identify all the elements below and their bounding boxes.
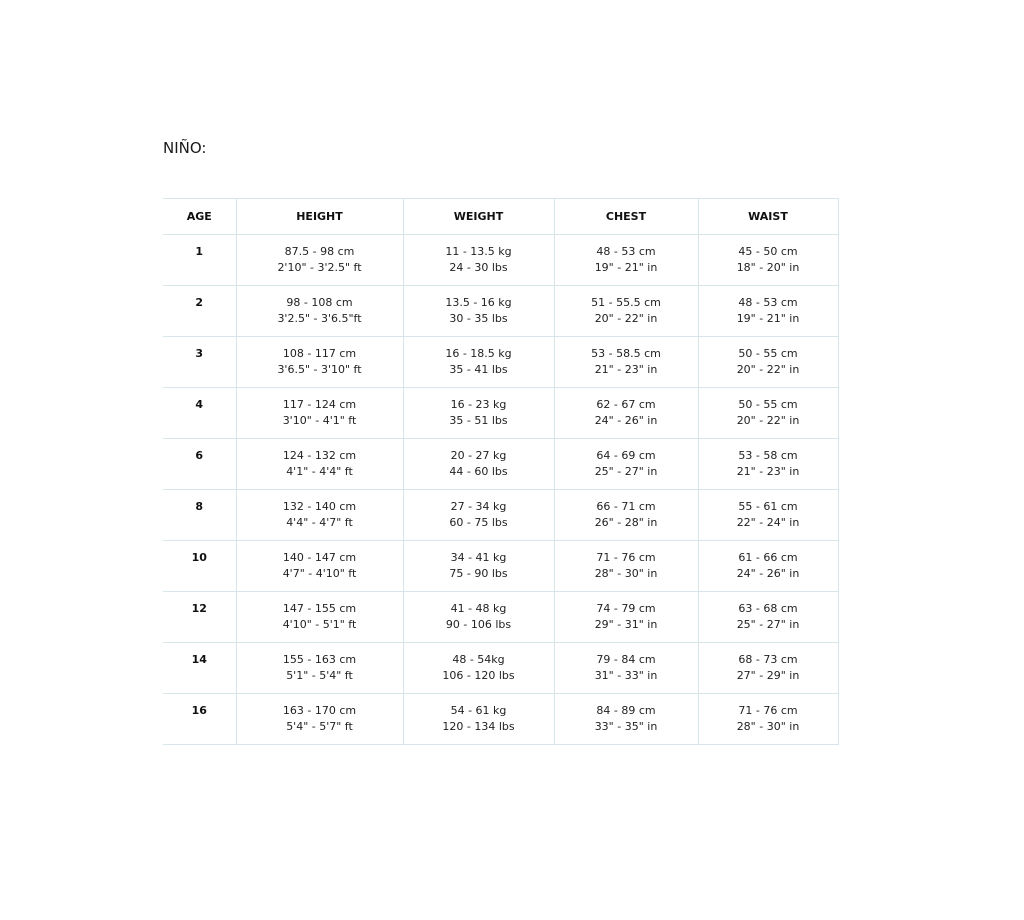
age-cell: 16 <box>163 694 236 745</box>
page-title: NIÑO: <box>163 139 207 157</box>
weight-cell <box>403 337 554 388</box>
chest-imperial: 20" - 22" in <box>594 312 658 325</box>
weight-cell <box>403 643 554 694</box>
weight-cell <box>403 694 554 745</box>
chest-metric: 74 - 79 cm <box>596 602 656 615</box>
weight-metric: 34 - 41 kg <box>450 551 507 564</box>
waist-imperial: 20" - 22" in <box>736 414 800 427</box>
waist-metric: 50 - 55 cm <box>738 398 798 411</box>
weight-cell <box>403 541 554 592</box>
waist-cell <box>698 490 838 541</box>
height-metric: 108 - 117 cm <box>282 347 357 360</box>
height-metric: 87.5 - 98 cm <box>284 245 355 258</box>
height-imperial: 4'10" - 5'1" ft <box>282 618 357 631</box>
weight-imperial: 44 - 60 lbs <box>449 465 508 478</box>
chest-cell <box>554 643 698 694</box>
chest-imperial: 26" - 28" in <box>594 516 658 529</box>
chest-imperial: 33" - 35" in <box>594 720 658 733</box>
age-cell: 10 <box>163 541 236 592</box>
height-cell <box>236 388 403 439</box>
table-header-row <box>163 199 838 235</box>
table-row <box>163 694 838 745</box>
header-height: HEIGHT <box>236 199 403 235</box>
chest-metric: 62 - 67 cm <box>596 398 656 411</box>
chest-imperial: 19" - 21" in <box>594 261 658 274</box>
table-row <box>163 490 838 541</box>
chest-metric: 84 - 89 cm <box>596 704 656 717</box>
height-imperial: 5'4" - 5'7" ft <box>286 720 353 733</box>
header-chest: CHEST <box>554 199 698 235</box>
age-cell: 12 <box>163 592 236 643</box>
height-metric: 140 - 147 cm <box>282 551 357 564</box>
waist-imperial: 25" - 27" in <box>736 618 800 631</box>
waist-cell <box>698 286 838 337</box>
height-metric: 117 - 124 cm <box>282 398 357 411</box>
height-cell <box>236 643 403 694</box>
chest-cell <box>554 235 698 286</box>
weight-metric: 27 - 34 kg <box>450 500 507 513</box>
waist-cell <box>698 541 838 592</box>
chest-cell <box>554 694 698 745</box>
waist-metric: 55 - 61 cm <box>738 500 798 513</box>
weight-imperial: 60 - 75 lbs <box>449 516 508 529</box>
weight-imperial: 35 - 41 lbs <box>449 363 508 376</box>
height-metric: 124 - 132 cm <box>282 449 357 462</box>
height-imperial: 4'4" - 4'7" ft <box>286 516 353 529</box>
weight-metric: 48 - 54kg <box>452 653 505 666</box>
height-cell <box>236 286 403 337</box>
waist-metric: 71 - 76 cm <box>738 704 798 717</box>
chest-imperial: 31" - 33" in <box>594 669 658 682</box>
table-row <box>163 337 838 388</box>
height-cell <box>236 592 403 643</box>
chest-metric: 66 - 71 cm <box>596 500 656 513</box>
table-row <box>163 592 838 643</box>
header-waist: WAIST <box>698 199 838 235</box>
waist-imperial: 19" - 21" in <box>736 312 800 325</box>
waist-cell <box>698 439 838 490</box>
chest-cell <box>554 337 698 388</box>
weight-imperial: 30 - 35 lbs <box>449 312 508 325</box>
table-row <box>163 235 838 286</box>
header-age: AGE <box>163 199 236 235</box>
weight-imperial: 90 - 106 lbs <box>445 618 512 631</box>
waist-metric: 53 - 58 cm <box>738 449 798 462</box>
waist-imperial: 24" - 26" in <box>736 567 800 580</box>
height-imperial: 3'2.5" - 3'6.5"ft <box>277 312 362 325</box>
waist-metric: 61 - 66 cm <box>738 551 798 564</box>
table-row <box>163 643 838 694</box>
height-cell <box>236 541 403 592</box>
waist-imperial: 21" - 23" in <box>736 465 800 478</box>
age-cell: 1 <box>163 235 236 286</box>
header-weight: WEIGHT <box>403 199 554 235</box>
age-cell: 3 <box>163 337 236 388</box>
size-chart-table <box>163 198 839 745</box>
chest-cell <box>554 592 698 643</box>
weight-imperial: 120 - 134 lbs <box>442 720 515 733</box>
waist-metric: 50 - 55 cm <box>738 347 798 360</box>
table-row <box>163 541 838 592</box>
chest-cell <box>554 439 698 490</box>
waist-metric: 68 - 73 cm <box>738 653 798 666</box>
waist-imperial: 27" - 29" in <box>736 669 800 682</box>
waist-imperial: 28" - 30" in <box>736 720 800 733</box>
chest-imperial: 29" - 31" in <box>594 618 658 631</box>
waist-metric: 45 - 50 cm <box>738 245 798 258</box>
weight-imperial: 24 - 30 lbs <box>449 261 508 274</box>
height-imperial: 4'1" - 4'4" ft <box>286 465 353 478</box>
table-row <box>163 439 838 490</box>
chest-imperial: 28" - 30" in <box>594 567 658 580</box>
waist-imperial: 22" - 24" in <box>736 516 800 529</box>
weight-cell <box>403 388 554 439</box>
waist-imperial: 18" - 20" in <box>736 261 800 274</box>
waist-metric: 63 - 68 cm <box>738 602 798 615</box>
weight-imperial: 35 - 51 lbs <box>449 414 508 427</box>
height-imperial: 3'6.5" - 3'10" ft <box>277 363 362 376</box>
height-metric: 163 - 170 cm <box>282 704 357 717</box>
waist-cell <box>698 388 838 439</box>
weight-cell <box>403 235 554 286</box>
height-metric: 147 - 155 cm <box>282 602 357 615</box>
chest-metric: 79 - 84 cm <box>596 653 656 666</box>
height-imperial: 2'10" - 3'2.5" ft <box>277 261 362 274</box>
waist-cell <box>698 643 838 694</box>
height-imperial: 5'1" - 5'4" ft <box>286 669 353 682</box>
chest-imperial: 24" - 26" in <box>594 414 658 427</box>
height-cell <box>236 490 403 541</box>
age-cell: 2 <box>163 286 236 337</box>
height-metric: 155 - 163 cm <box>282 653 357 666</box>
height-cell <box>236 337 403 388</box>
table-row <box>163 286 838 337</box>
age-cell: 6 <box>163 439 236 490</box>
waist-cell <box>698 592 838 643</box>
chest-imperial: 21" - 23" in <box>594 363 658 376</box>
age-cell: 4 <box>163 388 236 439</box>
table-body <box>163 235 838 745</box>
waist-imperial: 20" - 22" in <box>736 363 800 376</box>
chest-imperial: 25" - 27" in <box>594 465 658 478</box>
height-imperial: 4'7" - 4'10" ft <box>282 567 357 580</box>
waist-metric: 48 - 53 cm <box>738 296 798 309</box>
chest-metric: 48 - 53 cm <box>596 245 656 258</box>
weight-cell <box>403 286 554 337</box>
height-cell <box>236 694 403 745</box>
height-cell <box>236 235 403 286</box>
weight-cell <box>403 439 554 490</box>
weight-metric: 54 - 61 kg <box>450 704 507 717</box>
waist-cell <box>698 694 838 745</box>
weight-metric: 16 - 23 kg <box>450 398 507 411</box>
height-imperial: 3'10" - 4'1" ft <box>282 414 357 427</box>
chest-cell <box>554 286 698 337</box>
waist-cell <box>698 337 838 388</box>
age-cell: 14 <box>163 643 236 694</box>
weight-metric: 13.5 - 16 kg <box>445 296 512 309</box>
age-cell: 8 <box>163 490 236 541</box>
height-cell <box>236 439 403 490</box>
chest-metric: 51 - 55.5 cm <box>591 296 661 309</box>
weight-cell <box>403 490 554 541</box>
chest-cell <box>554 541 698 592</box>
chest-cell <box>554 388 698 439</box>
weight-metric: 11 - 13.5 kg <box>445 245 512 258</box>
chest-metric: 71 - 76 cm <box>596 551 656 564</box>
waist-cell <box>698 235 838 286</box>
weight-cell <box>403 592 554 643</box>
weight-imperial: 75 - 90 lbs <box>449 567 508 580</box>
weight-metric: 20 - 27 kg <box>450 449 507 462</box>
weight-metric: 16 - 18.5 kg <box>445 347 512 360</box>
height-metric: 98 - 108 cm <box>286 296 353 309</box>
chest-cell <box>554 490 698 541</box>
chest-metric: 64 - 69 cm <box>596 449 656 462</box>
weight-metric: 41 - 48 kg <box>450 602 507 615</box>
height-metric: 132 - 140 cm <box>282 500 357 513</box>
weight-imperial: 106 - 120 lbs <box>442 669 515 682</box>
chest-metric: 53 - 58.5 cm <box>591 347 661 360</box>
table-row <box>163 388 838 439</box>
